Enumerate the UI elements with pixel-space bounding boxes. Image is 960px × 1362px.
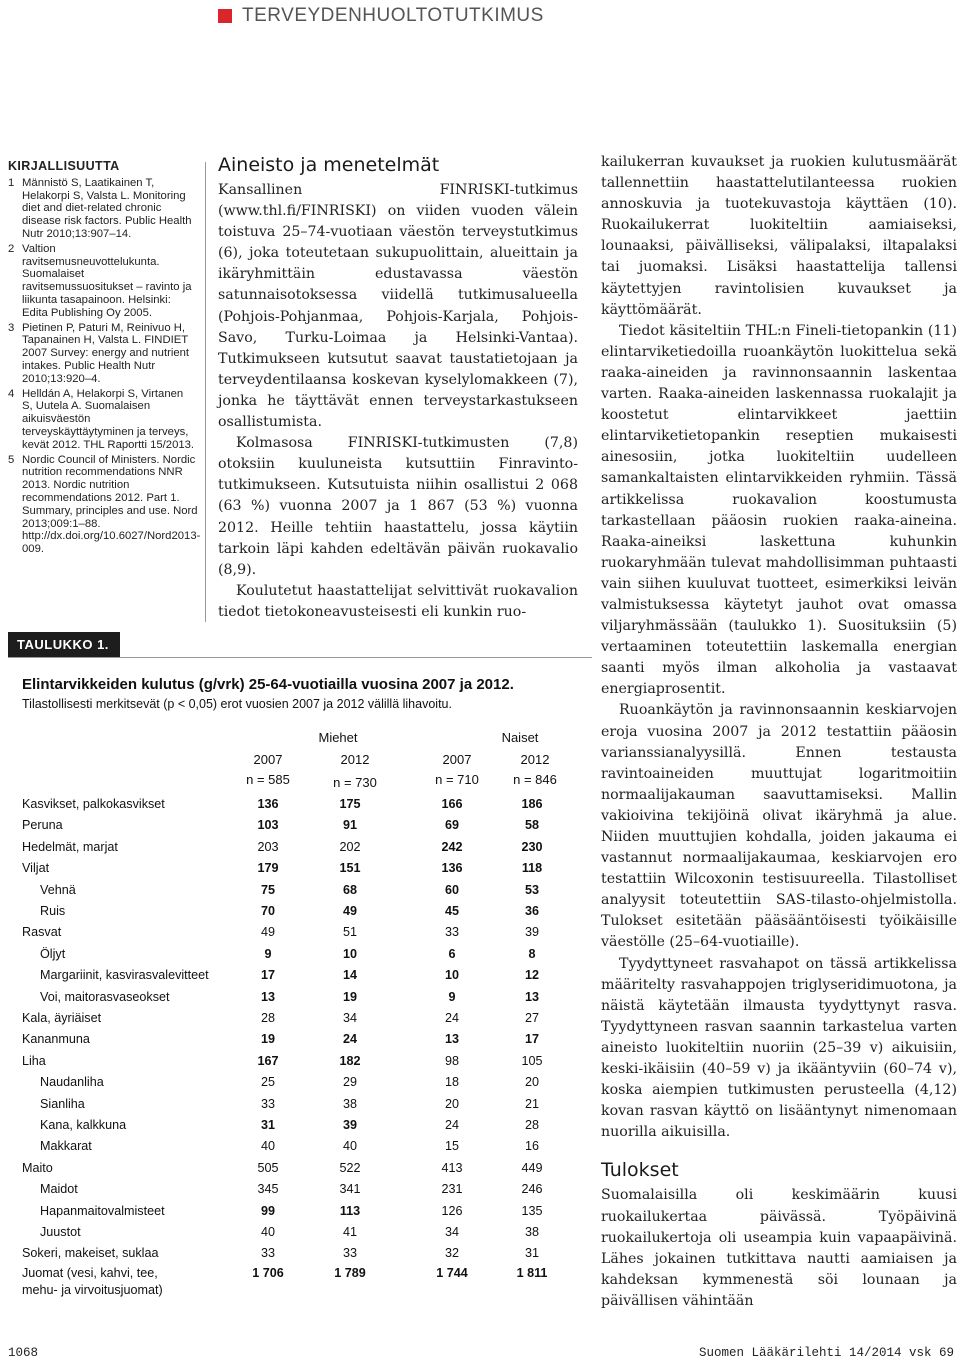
table-row xyxy=(22,1136,592,1157)
cell-value: 25 xyxy=(260,1075,275,1090)
table-row xyxy=(22,1201,592,1222)
cell-value: 19 xyxy=(260,1032,275,1047)
table-row xyxy=(22,1094,592,1115)
cell-value: 9 xyxy=(448,989,456,1004)
cell-value: 136 xyxy=(441,861,463,876)
section-header xyxy=(218,4,544,28)
cell-value: 6 xyxy=(448,946,456,961)
cell-value: 10 xyxy=(342,946,357,961)
cell-value: 53 xyxy=(524,882,539,897)
cell-value: 28 xyxy=(524,1118,539,1132)
row-label: Kasvikset, palkokasvikset xyxy=(22,797,165,811)
cell-value: 39 xyxy=(342,1118,357,1132)
row-label: Margariinit, kasvirasvalevitteet xyxy=(40,968,209,983)
cell-value: 58 xyxy=(524,818,539,833)
cell-value: 522 xyxy=(339,1160,361,1175)
cell-value: 24 xyxy=(444,1118,459,1132)
cell-value: 242 xyxy=(441,839,463,854)
cell-value: 1 706 xyxy=(252,1265,284,1280)
table-title: Elintarvikkeiden kulutus (g/vrk) 25-64-vuotiailla vuosina 2007 ja 2012. xyxy=(22,676,514,693)
cell-value: 17 xyxy=(524,1032,539,1047)
cell-value: 20 xyxy=(524,1075,539,1090)
table-top-rule xyxy=(8,657,592,658)
table-row xyxy=(22,1115,592,1136)
cell-value: 49 xyxy=(342,904,357,918)
cell-value: 1 789 xyxy=(334,1265,366,1280)
table-row xyxy=(22,794,592,815)
table-row xyxy=(22,1029,592,1050)
table-row xyxy=(22,1072,592,1093)
cell-value: 18 xyxy=(444,1075,459,1090)
table-row xyxy=(22,815,592,836)
section-title: TERVEYDENHUOLTOTUTKIMUS xyxy=(242,5,544,26)
cell-value: 103 xyxy=(257,818,279,833)
row-label: Rasvat xyxy=(22,925,62,940)
cell-value: 99 xyxy=(260,1203,275,1218)
cell-value: 19 xyxy=(342,989,357,1004)
methods-column xyxy=(218,152,578,623)
cell-value: 8 xyxy=(528,946,536,961)
row-label: Vehnä xyxy=(40,882,76,897)
cell-value: 202 xyxy=(339,839,361,854)
row-label: Sokeri, makeiset, suklaa xyxy=(22,1246,159,1261)
cell-value: 175 xyxy=(339,797,361,811)
cell-value: 230 xyxy=(521,839,543,854)
page-number: 1068 xyxy=(8,1346,39,1360)
cell-value: 34 xyxy=(444,1225,459,1239)
row-label: Viljat xyxy=(22,861,50,876)
paragraph: Kolmasosa FINRISKI-tutkimusten (7,8) otoksiin kuuluneista kutsuttiin Finravinto-tutkimukseen. Kutsutuista niihin osallistui 2 068 (63 %) vuonna 2007 ja 1 867 (53 %) vuonna 2012. Heille tehtiin haastattelu, jossa käytiin tarkoin läpi kahden edeltävän päivän ruokavalio (8,9). xyxy=(218,435,578,578)
cell-value: 49 xyxy=(260,925,275,940)
cell-value: 182 xyxy=(339,1053,361,1068)
cell-value: 39 xyxy=(524,925,539,940)
row-label: Maidot xyxy=(40,1182,78,1197)
cell-value: 33 xyxy=(260,1096,275,1111)
row-label: Voi, maitorasvaseokset xyxy=(40,989,170,1004)
table-row xyxy=(22,858,592,879)
references xyxy=(8,159,201,558)
cell-value: 20 xyxy=(444,1096,459,1111)
row-label: Hapanmaitovalmisteet xyxy=(40,1203,165,1218)
cell-value: 13 xyxy=(444,1032,459,1047)
cell-value: 60 xyxy=(444,882,459,897)
cell-value: 34 xyxy=(342,1011,357,1025)
column-header: 2012 n = 730 xyxy=(333,752,377,790)
column-header: 2007 n = 710 xyxy=(435,752,479,787)
cell-value: 45 xyxy=(444,904,459,918)
table-row xyxy=(22,922,592,943)
paragraph: Tyydyttyneet rasvahapot on tässä artikkelissa määritelty rasvahappojen triglyseridimuotona, ja näistä käytetään ilmausta tyydyttynyt rasva. Tyydyttyneen rasvan saannin tarkastelua varten aineisto luokiteltiin nuoriin (25–39 v) aikuisiin, keski-ikäisiin (40–59 v) ja ikääntyviin (60–74 v), koska aiempien tutkimusten perusteella (4,12) kovan rasvan käyttö on lisääntynyt nimenomaan nuorilla aikuisilla. xyxy=(601,955,957,1141)
reference-item: 1 Männistö S, Laatikainen T, Helakorpi S, Valsta L. Monitoring diet and diet-related chronic disease risk factors. Public Health Nutr 2010;13:907–14. xyxy=(8,176,192,240)
row-label: Kana, kalkkuna xyxy=(40,1118,127,1132)
cell-value: 16 xyxy=(524,1139,539,1154)
cell-value: 41 xyxy=(342,1225,357,1239)
cell-value: 68 xyxy=(342,882,357,897)
cell-value: 27 xyxy=(524,1011,539,1025)
table-row xyxy=(22,1179,592,1200)
table-row xyxy=(22,1265,592,1301)
cell-value: 33 xyxy=(260,1246,275,1261)
cell-value: 13 xyxy=(524,989,539,1004)
cell-value: 413 xyxy=(441,1160,463,1175)
column-divider xyxy=(205,162,206,622)
group-header-women: Naiset xyxy=(501,730,539,745)
cell-value: 38 xyxy=(342,1096,357,1111)
cell-value: 98 xyxy=(444,1053,459,1068)
cell-value: 38 xyxy=(524,1225,539,1239)
cell-value: 31 xyxy=(260,1118,275,1132)
cell-value: 136 xyxy=(257,797,279,811)
cell-value: 51 xyxy=(342,925,357,940)
cell-value: 1 811 xyxy=(516,1265,548,1280)
cell-value: 9 xyxy=(264,946,272,961)
paragraph: Suomalaisilla oli keskimäärin kuusi ruokailukertaa päivässä. Työpäivinä ruokailukertoja oli useampia kuin vapaapäivinä. Lähes jokainen tutkittava nautti aamiaisen ja kahdeksan kymmenestä söi lounaan ja päivällisen vähintään xyxy=(601,1187,957,1309)
cell-value: 345 xyxy=(257,1182,279,1197)
row-label: Peruna xyxy=(22,818,63,833)
cell-value: 70 xyxy=(260,904,275,918)
cell-value: 33 xyxy=(444,925,459,940)
table-row xyxy=(22,837,592,858)
cell-value: 12 xyxy=(524,968,539,983)
cell-value: 32 xyxy=(444,1246,459,1261)
cell-value: 449 xyxy=(521,1160,543,1175)
paragraph: kailukerran kuvaukset ja ruokien kulutusmäärät tallennettiin haastattelutilanteessa ruokien annoskuvia ja tuotekuvastoja käyttäen (10). Ruokailukerrat luokiteltiin aamiaiseksi, lounaaksi, päivälliseksi, välipalaksi, iltapalaksi tai juomaksi. Lisäksi haastattelija tallensi käytettyjen ravintolisien kuvaukset ja käyttömäärät. xyxy=(601,154,957,318)
row-label: Juomat (vesi, kahvi, tee, mehu- ja virvoitusjuomat) xyxy=(22,1265,163,1297)
cell-value: 40 xyxy=(260,1225,275,1239)
cell-value: 17 xyxy=(260,968,275,983)
column-header: 2012 n = 846 xyxy=(513,752,557,787)
cell-value: 75 xyxy=(260,882,275,897)
references-title: KIRJALLISUUTTA xyxy=(8,159,120,173)
cell-value: 36 xyxy=(524,904,539,918)
reference-item: 5 Nordic Council of Ministers. Nordic nutrition recommendations NNR 2013. Nordic nutrition recommendations 2012. Part 1. Summary, principles and use. Nord 2013;009:1–88. http://dx.doi.org/10.6027/Nord2013-009. xyxy=(8,453,201,556)
table-row xyxy=(22,944,592,965)
paragraph: Tiedot käsiteltiin THL:n Fineli-tietopankin (11) elintarviketiedoilla ruoankäytön luokittelua sekä raaka-aineiden ja ravinnonsaannin laskentaa varten. Raaka-aineiden laskennassa ruokalajit ja koostetut elintarvikkeet jaettiin elintarviketietopankin reseptien mukaisesti ainesosiin, jotka luokiteltiin uudelleen samankaltaisten elintarvikkeiden ryhmiin. Tässä artikkelissa ruokavalion koostumusta tarkastellaan pääosin ruokien raaka-aineina. Raaka-aineiksi laskettuna kuhunkin ruokaryhmään tulevat mahdollisimman puhtaasti vain siihen kuuluvat tuotteet, esimerkiksi leivän valmistuksessa käytetyt jauhot ovat omassa viljaryhmässään (taulukko 1). Suosituksiin (5) vertaaminen toteutettiin laskemalla energian saanti myös ilman alkoholia ja vastaavat energiaprosentit. xyxy=(601,322,957,698)
row-label: Naudanliha xyxy=(40,1075,104,1090)
cell-value: 105 xyxy=(521,1053,543,1068)
row-label: Kala, äyriäiset xyxy=(22,1011,102,1025)
cell-value: 29 xyxy=(342,1075,357,1090)
table-tag: TAULUKKO 1. xyxy=(8,632,120,658)
cell-value: 179 xyxy=(257,861,279,876)
right-column xyxy=(601,152,957,1312)
red-square-icon xyxy=(218,9,232,23)
table-row xyxy=(22,901,592,922)
cell-value: 505 xyxy=(257,1160,279,1175)
cell-value: 21 xyxy=(524,1096,539,1111)
cell-value: 10 xyxy=(444,968,459,983)
cell-value: 113 xyxy=(339,1203,361,1218)
table-row xyxy=(22,1008,592,1029)
cell-value: 166 xyxy=(441,797,463,811)
cell-value: 341 xyxy=(339,1182,361,1197)
row-label: Juustot xyxy=(40,1225,81,1239)
cell-value: 24 xyxy=(444,1011,459,1025)
cell-value: 14 xyxy=(342,968,357,983)
reference-item: 4 Helldán A, Helakorpi S, Virtanen S, Uutela A. Suomalaisen aikuisväestön terveyskäyttäytyminen ja terveys, kevät 2012. THL Raportti 15/2013. xyxy=(8,387,195,451)
cell-value: 15 xyxy=(444,1139,459,1154)
table-row xyxy=(22,1222,592,1243)
cell-value: 40 xyxy=(260,1139,275,1154)
paragraph: Koulutetut haastattelijat selvittivät ruokavalion tiedot tietokoneavusteisesti eli kunkin ruo- xyxy=(218,582,578,620)
row-label: Makkarat xyxy=(40,1139,92,1154)
cell-value: 246 xyxy=(521,1182,543,1197)
paragraph: Ruoankäytön ja ravinnonsaannin keskiarvojen eroja vuosina 2007 ja 2012 testattiin pääosin varianssianalyysillä. Ennen testausta ravintoaineiden muuttujat logaritmoitiin normaalijakauman saavuttamiseksi. Mallin vakioivina tekijöinä olivat ikäryhmä ja alue. Niiden muuttujien kohdalla, joiden jakauma ei vastannut normaalijakaumaa, keskiarvojen ero testattiin Wilcoxonin testisuureella. Tilastolliset analyysit toteutettiin SAS-tilasto-ohjelmistolla. Tulokset esitetään pääsääntöisesti työikäisille väestölle (25–64-vuotiaille). xyxy=(601,702,957,951)
cell-value: 203 xyxy=(257,839,279,854)
row-label: Liha xyxy=(22,1053,46,1068)
cell-value: 186 xyxy=(521,797,543,811)
cell-value: 167 xyxy=(257,1053,279,1068)
column-header: 2007 n = 585 xyxy=(246,752,290,787)
table-row xyxy=(22,987,592,1008)
cell-value: 40 xyxy=(342,1139,357,1154)
paragraph: Kansallinen FINRISKI-tutkimus (www.thl.fi/FINRISKI) on viiden vuoden välein toistuva 25–74-vuotiaan väestön terveystutkimus (6), joka toteutetaan sukupuolittain, alueittain ja ikäryhmittäin edustavassa väestön satunnaisotoksessa viidellä tutkimusalueella (Pohjois-Pohjanmaa, Pohjois-Karjala, Pohjois-Savo, Turku-Loimaa ja Helsinki-Vantaa). Tutkimukseen kutsutut saavat taustatietojaan ja terveydentilaansa koskevan kyselylomakkeen (7), jonka he täyttävät ennen terveystarkastukseen osallistumista. xyxy=(218,182,578,431)
cell-value: 28 xyxy=(260,1011,275,1025)
cell-value: 24 xyxy=(342,1032,357,1047)
reference-item: 2 Valtion ravitsemusneuvottelukunta. Suomalaiset ravitsemussuositukset – ravinto ja liikunta tasapainoon. Helsinki: Edita Publishing Oy 2005. xyxy=(8,242,192,319)
cell-value: 231 xyxy=(441,1182,463,1197)
row-label: Hedelmät, marjat xyxy=(22,839,118,854)
methods-heading: Aineisto ja menetelmät xyxy=(218,154,440,176)
row-label: Öljyt xyxy=(40,946,66,961)
row-label: Sianliha xyxy=(40,1096,85,1111)
table-subtitle: Tilastollisesti merkitsevät (p < 0,05) erot vuosien 2007 ja 2012 välillä lihavoitu. xyxy=(22,697,452,711)
row-label: Maito xyxy=(22,1160,53,1175)
journal-footer: Suomen Lääkärilehti 14/2014 vsk 69 xyxy=(698,1346,954,1360)
group-header-men: Miehet xyxy=(318,730,358,745)
table-row xyxy=(22,965,592,986)
table-row xyxy=(22,1243,592,1264)
cell-value: 126 xyxy=(441,1203,463,1218)
table-row xyxy=(22,880,592,901)
cell-value: 1 744 xyxy=(436,1265,468,1280)
table-row xyxy=(22,1051,592,1072)
cell-value: 91 xyxy=(342,818,357,833)
cell-value: 31 xyxy=(524,1246,539,1261)
cell-value: 33 xyxy=(342,1246,357,1261)
cell-value: 69 xyxy=(444,818,459,833)
row-label: Ruis xyxy=(40,904,66,918)
table-row xyxy=(22,1158,592,1179)
cell-value: 118 xyxy=(521,861,543,876)
cell-value: 13 xyxy=(260,989,275,1004)
cell-value: 151 xyxy=(339,861,361,876)
results-heading: Tulokset xyxy=(601,1159,679,1182)
cell-value: 135 xyxy=(521,1203,543,1218)
row-label: Kananmuna xyxy=(22,1032,90,1047)
reference-item: 3 Pietinen P, Paturi M, Reinivuo H, Tapanainen H, Valsta L. FINDIET 2007 Survey: energy and nutrient intakes. Public Health Nutr 2010;13:920–4. xyxy=(8,321,190,385)
